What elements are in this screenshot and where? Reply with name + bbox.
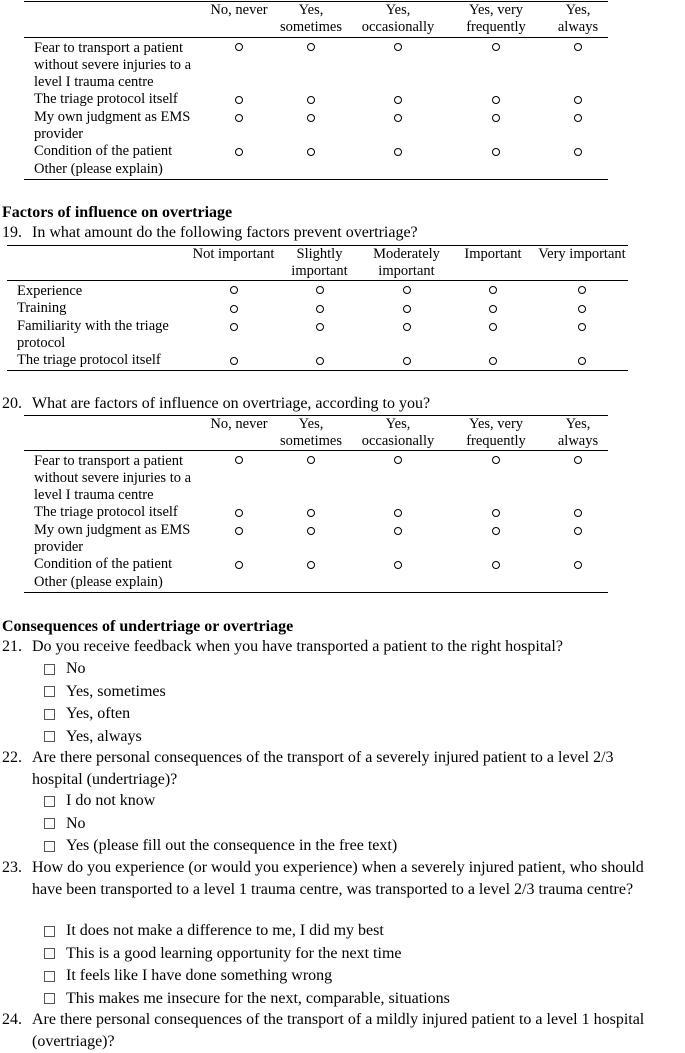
table-row (24, 574, 608, 593)
radio-option[interactable] (307, 509, 315, 517)
checkbox-option[interactable] (44, 703, 166, 726)
row-label: Training (17, 300, 67, 316)
radio-option[interactable] (307, 114, 315, 122)
row-label: Experience (17, 283, 83, 299)
radio-option[interactable] (235, 148, 243, 156)
radio-option[interactable] (230, 305, 238, 313)
radio-option[interactable] (230, 357, 238, 365)
checkbox-icon[interactable] (44, 993, 55, 1004)
radio-option[interactable] (235, 114, 243, 122)
option-label: Yes, always (66, 727, 142, 745)
option-label: This is a good learning opportunity for the next time (66, 944, 402, 962)
question-22 (2, 747, 662, 791)
question-23 (2, 857, 672, 901)
row-label: Condition of the patient (34, 143, 173, 159)
radio-option[interactable] (235, 509, 243, 517)
column-header: Important (464, 246, 522, 262)
option-label: No (66, 660, 86, 677)
checkbox-icon[interactable] (44, 971, 55, 982)
radio-option[interactable] (492, 456, 500, 464)
radio-option[interactable] (578, 357, 586, 365)
option-label: I do not know (66, 792, 156, 809)
radio-option[interactable] (235, 43, 243, 51)
question-text: In what amount do the following factors prevent overtriage? (32, 224, 418, 241)
checkbox-icon[interactable] (44, 686, 55, 697)
column-header: Yes, sometimes (279, 416, 343, 449)
question-text: How do you experience (or would you experience) when a severely injured patient, who should have been transported to a level 1 trauma centre, was transported to a level 2/3 trauma centre? (32, 859, 644, 898)
radio-option[interactable] (492, 96, 500, 104)
row-label: Other (please explain) (34, 161, 163, 177)
radio-option[interactable] (235, 456, 243, 464)
table-row (24, 451, 608, 505)
column-header: Yes, occasionally (361, 2, 435, 35)
column-header: Yes, very frequently (466, 2, 526, 35)
radio-option[interactable] (307, 43, 315, 51)
table-row (24, 109, 608, 143)
radio-option[interactable] (492, 509, 500, 517)
checkbox-option[interactable] (44, 790, 397, 813)
question-22-options (44, 790, 397, 858)
column-header: No, never (210, 416, 268, 432)
row-label: Condition of the patient (34, 556, 173, 572)
question-number: 22. (2, 749, 22, 766)
column-header: Yes, always (557, 416, 599, 449)
column-header: No, never (210, 2, 268, 18)
radio-option[interactable] (574, 114, 582, 122)
row-label: My own judgment as EMS provider (34, 109, 191, 142)
checkbox-option[interactable] (44, 988, 450, 1011)
column-header: Moderately important (373, 246, 440, 279)
column-header: Yes, sometimes (279, 2, 343, 35)
question-23-options (44, 920, 450, 1010)
column-header: Yes, always (557, 2, 599, 35)
radio-option[interactable] (574, 527, 582, 535)
table-row (24, 91, 608, 109)
radio-option[interactable] (394, 456, 402, 464)
radio-option[interactable] (316, 305, 324, 313)
checkbox-option[interactable] (44, 658, 166, 681)
row-label: The triage protocol itself (34, 91, 178, 107)
checkbox-option[interactable] (44, 681, 166, 704)
checkbox-option[interactable] (44, 943, 450, 966)
table-row (24, 143, 608, 161)
row-label: Other (please explain) (34, 574, 163, 590)
likert-table-2 (7, 245, 628, 371)
radio-option[interactable] (394, 148, 402, 156)
checkbox-icon[interactable] (44, 948, 55, 959)
column-header: Yes, occasionally (361, 416, 435, 449)
question-text: What are factors of influence on overtriage, according to you? (32, 395, 431, 412)
radio-option[interactable] (230, 323, 238, 331)
column-header: Very important (538, 246, 626, 262)
checkbox-icon[interactable] (44, 664, 55, 675)
section-heading: Consequences of undertriage or overtriage (2, 618, 294, 635)
radio-option[interactable] (403, 357, 411, 365)
option-label: It does not make a difference to me, I did my best (66, 922, 384, 939)
table-row (24, 161, 608, 180)
table-row (7, 318, 628, 352)
radio-option[interactable] (574, 43, 582, 51)
row-label: Familiarity with the triage protocol (17, 318, 169, 351)
option-label: It feels like I have done something wrong (66, 967, 333, 984)
column-header: Yes, very frequently (466, 416, 526, 449)
radio-option[interactable] (307, 148, 315, 156)
question-20 (2, 393, 682, 415)
radio-option[interactable] (492, 114, 500, 122)
radio-option[interactable] (489, 286, 497, 294)
checkbox-icon[interactable] (44, 731, 55, 742)
table-row (24, 556, 608, 574)
radio-option[interactable] (394, 114, 402, 122)
checkbox-icon[interactable] (44, 709, 55, 720)
checkbox-option[interactable] (44, 835, 397, 858)
radio-option[interactable] (394, 96, 402, 104)
question-number: 21. (2, 638, 22, 655)
question-text: Are there personal consequences of the transport of a mildly injured patient to a level 1 hospital (overtriage)? (32, 1011, 645, 1050)
checkbox-icon[interactable] (44, 926, 55, 937)
option-label: Yes, sometimes (66, 682, 166, 700)
radio-option[interactable] (316, 286, 324, 294)
radio-option[interactable] (574, 96, 582, 104)
radio-option[interactable] (235, 527, 243, 535)
radio-option[interactable] (235, 96, 243, 104)
radio-option[interactable] (403, 323, 411, 331)
radio-option[interactable] (316, 323, 324, 331)
row-label: Fear to transport a patient without severe injuries to a level I trauma centre (34, 40, 192, 90)
radio-option[interactable] (394, 527, 402, 535)
radio-option[interactable] (316, 357, 324, 365)
radio-option[interactable] (307, 527, 315, 535)
radio-option[interactable] (403, 286, 411, 294)
radio-option[interactable] (492, 148, 500, 156)
radio-option[interactable] (578, 305, 586, 313)
option-label: No (66, 814, 86, 832)
question-19 (2, 222, 682, 244)
checkbox-option[interactable] (44, 813, 397, 836)
likert-table-3 (24, 415, 608, 593)
option-label: This makes me insecure for the next, comparable, situations (66, 989, 450, 1007)
radio-option[interactable] (489, 305, 497, 313)
section-heading: Factors of influence on overtriage (2, 204, 233, 221)
option-label: Yes, often (66, 705, 131, 722)
row-label: Fear to transport a patient without severe injuries to a level I trauma centre (34, 453, 192, 503)
question-number: 20. (2, 395, 22, 412)
table-row (7, 352, 628, 371)
table-header-blank (24, 416, 208, 451)
radio-option[interactable] (489, 357, 497, 365)
radio-option[interactable] (578, 323, 586, 331)
option-label: Yes (please fill out the consequence in the free text) (66, 837, 398, 854)
radio-option[interactable] (307, 456, 315, 464)
column-header: Not important (192, 246, 275, 262)
radio-option[interactable] (394, 509, 402, 517)
checkbox-icon[interactable] (44, 841, 55, 852)
radio-option[interactable] (307, 561, 315, 569)
radio-option[interactable] (578, 286, 586, 294)
column-header: Slightly important (291, 246, 348, 279)
radio-option[interactable] (574, 456, 582, 464)
radio-option[interactable] (230, 286, 238, 294)
table-row (7, 281, 628, 301)
question-text: Do you receive feedback when you have transported a patient to the right hospital? (32, 638, 563, 655)
radio-option[interactable] (403, 305, 411, 313)
radio-option[interactable] (492, 561, 500, 569)
table-header-blank (24, 2, 208, 38)
row-label: My own judgment as EMS provider (34, 522, 191, 555)
radio-option[interactable] (489, 323, 497, 331)
radio-option[interactable] (574, 148, 582, 156)
radio-option[interactable] (574, 509, 582, 517)
checkbox-icon[interactable] (44, 796, 55, 807)
radio-option[interactable] (307, 96, 315, 104)
table-row (24, 38, 608, 92)
checkbox-option[interactable] (44, 726, 166, 749)
question-21 (2, 636, 682, 658)
question-21-options (44, 658, 166, 748)
question-number: 23. (2, 859, 22, 876)
question-number: 24. (2, 1011, 22, 1028)
radio-option[interactable] (394, 561, 402, 569)
radio-option[interactable] (492, 43, 500, 51)
likert-table-1 (24, 1, 608, 180)
radio-option[interactable] (394, 43, 402, 51)
table-row (24, 522, 608, 556)
radio-option[interactable] (574, 561, 582, 569)
row-label: The triage protocol itself (34, 504, 178, 520)
checkbox-option[interactable] (44, 920, 450, 943)
question-24 (2, 1009, 672, 1053)
radio-option[interactable] (235, 561, 243, 569)
checkbox-option[interactable] (44, 965, 450, 988)
question-text: Are there personal consequences of the transport of a severely injured patient to a level 2/3 hospital (undertriage)? (32, 749, 614, 788)
question-number: 19. (2, 224, 22, 241)
row-label: The triage protocol itself (17, 352, 161, 368)
checkbox-icon[interactable] (44, 818, 55, 829)
radio-option[interactable] (492, 527, 500, 535)
table-row (24, 504, 608, 522)
table-header-blank (7, 246, 191, 281)
table-row (7, 300, 628, 318)
